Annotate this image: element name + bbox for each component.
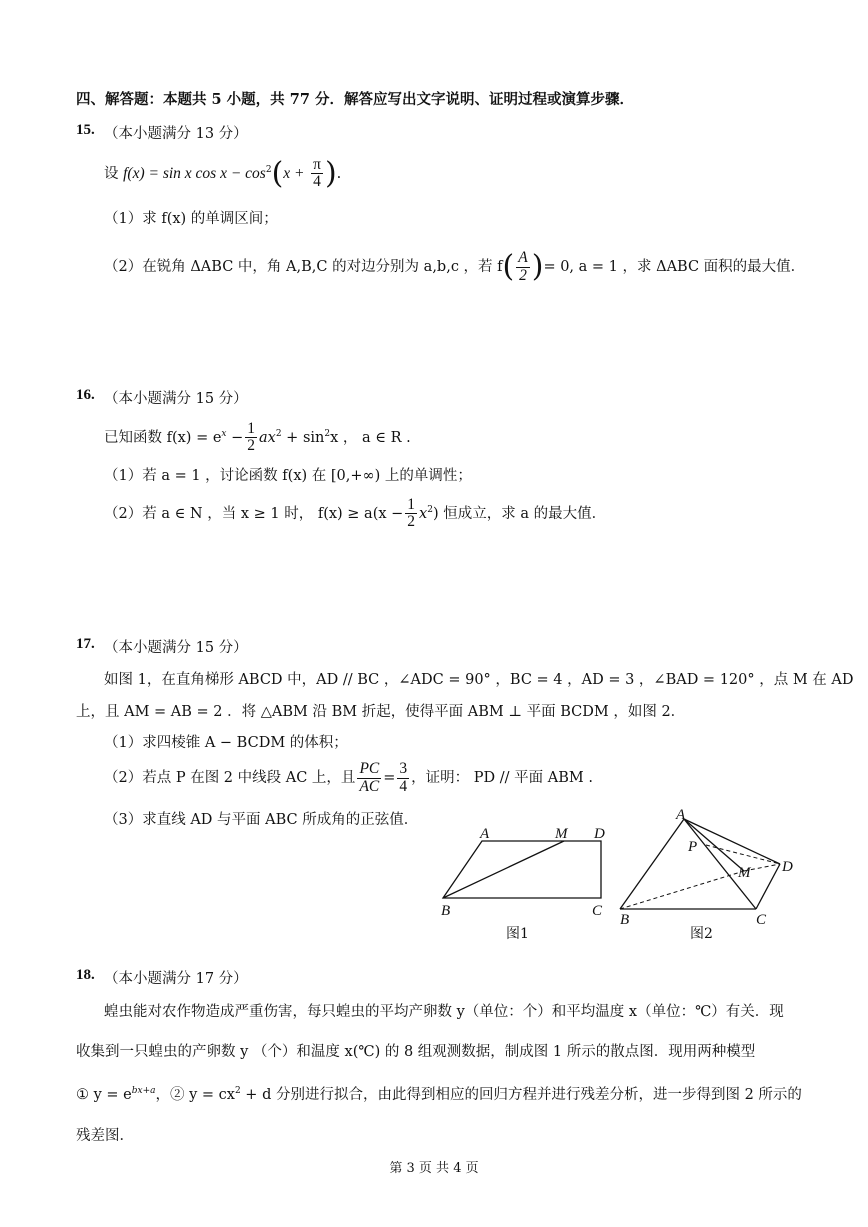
q18-line3: ① $y = e^{bx+a}$，② $y = cx^2 + d$ 分别进行拟合，由此得到相应的回归方程并进行残差分析，进一步得到图 2 所示的 [76, 1086, 802, 1103]
q17-line2: 上，且 AM = AB = 2 ．将 △ABM 沿 BM 折起，使得平面 ABM ⊥ 平面 BCDM ，如图 2． [76, 704, 686, 720]
q15-function: f(x) = sin x cos x − cos [123, 164, 266, 182]
dashed-bm [620, 871, 744, 909]
q16-score: （本小题满分 15 分） [104, 391, 248, 407]
fig2-label-b: B [620, 912, 630, 928]
fig1-caption: 图1 [506, 926, 529, 942]
page-footer: 第 3 页 共 4 页 [389, 1161, 479, 1176]
q17-score: （本小题满分 15 分） [104, 640, 248, 656]
section-header: 四、解答题：本题共 5 小题，共 77 分．解答应写出文字说明、证明过程或演算步骤． [76, 91, 634, 108]
q15-function-tail: x + [283, 164, 305, 182]
q16-part1: （1）若 a = 1 ，讨论函数 f(x) 在 [0,+∞) 上的单调性； [104, 468, 472, 484]
q17-part1: （1）求四棱锥 A − BCDM 的体积； [104, 735, 348, 751]
figure-1-trapezoid [436, 820, 616, 945]
q15-stem: 设 f(x) = sin x $\cos x - \cos^2(x$ + $\frac{\pi}{4}$ ). [104, 155, 342, 191]
edge-ac [684, 819, 756, 909]
q18-number: 18. [76, 967, 95, 983]
edge-ab [620, 819, 684, 909]
figure-2-pyramid [614, 805, 804, 945]
q18-line2: 收集到一只蝗虫的产卵数 y （个）和温度 x(℃) 的 8 组观测数据，制成图 1 所示的散点图．现用两种模型 [76, 1044, 756, 1060]
q18-line1: 蝗虫能对农作物造成严重伤害，每只蝗虫的平均产卵数 y（单位：个）和平均温度 x（单位：℃）有关．现 [104, 1004, 784, 1020]
q15-part1: （1）求 f(x) 的单调区间； [104, 211, 278, 227]
fig1-label-d: D [594, 826, 605, 842]
fig1-label-b: B [441, 903, 451, 919]
q15-score: （本小题满分 13 分） [104, 126, 248, 142]
fig2-label-a: A [676, 807, 686, 823]
q17-part3: （3）求直线 AD 与平面 ABC 所成角的正弦值． [104, 812, 419, 828]
q18-score: （本小题满分 17 分） [104, 971, 248, 987]
q17-part2: （2）若点 P 在图 2 中线段 AC 上，且 $\frac{PC}{AC}$ = $\frac{3}{4}$ ，证明： PD // 平面 ABM . [104, 760, 593, 795]
fig1-label-m: M [555, 826, 568, 842]
fig1-label-c: C [592, 903, 603, 919]
edge-ad [684, 819, 780, 864]
segment-bm [443, 841, 564, 898]
q17-number: 17. [76, 636, 95, 652]
q18-line4: 残差图． [76, 1128, 134, 1144]
fig1-label-a: A [480, 826, 490, 842]
fig2-caption: 图2 [690, 926, 713, 942]
trapezoid-outline [443, 841, 601, 898]
q16-number: 16. [76, 387, 95, 403]
edge-cd [756, 864, 780, 909]
q16-stem: 已知函数 $f(x) = e^x$ − $\frac{1}{2}$ $ax^2 + \sin^2x$ ， a ∈ R . [104, 420, 411, 455]
q15-stem-prefix: 设 [104, 165, 119, 182]
q15-number: 15. [76, 122, 95, 138]
fig2-label-c: C [756, 912, 767, 928]
q15-part2: （2）在锐角 ΔABC 中，角 A,B,C 的对边分别为 a,b,c ，若 f( $\frac{A}{2}$ )= 0, a = 1 ，求 ΔABC 面积的最大值． [104, 249, 806, 284]
q16-part2: （2）若 a ∈ N ，当 x ≥ 1 时， f(x) ≥ a(x − $\frac{1}{2}$ $x^2$) 恒成立，求 a 的最大值． [104, 496, 607, 531]
fig2-label-p: P [688, 839, 698, 855]
fig2-label-m: M [738, 865, 751, 881]
q17-line1: 如图 1，在直角梯形 ABCD 中，AD // BC ，∠ADC = 90° ，BC = 4 ，AD = 3 ，∠BAD = 120° ，点 M 在 AD [104, 672, 854, 688]
q15-pi-over-4: $\frac{\pi}{4}$ [313, 156, 321, 191]
fig2-label-d: D [782, 859, 793, 875]
